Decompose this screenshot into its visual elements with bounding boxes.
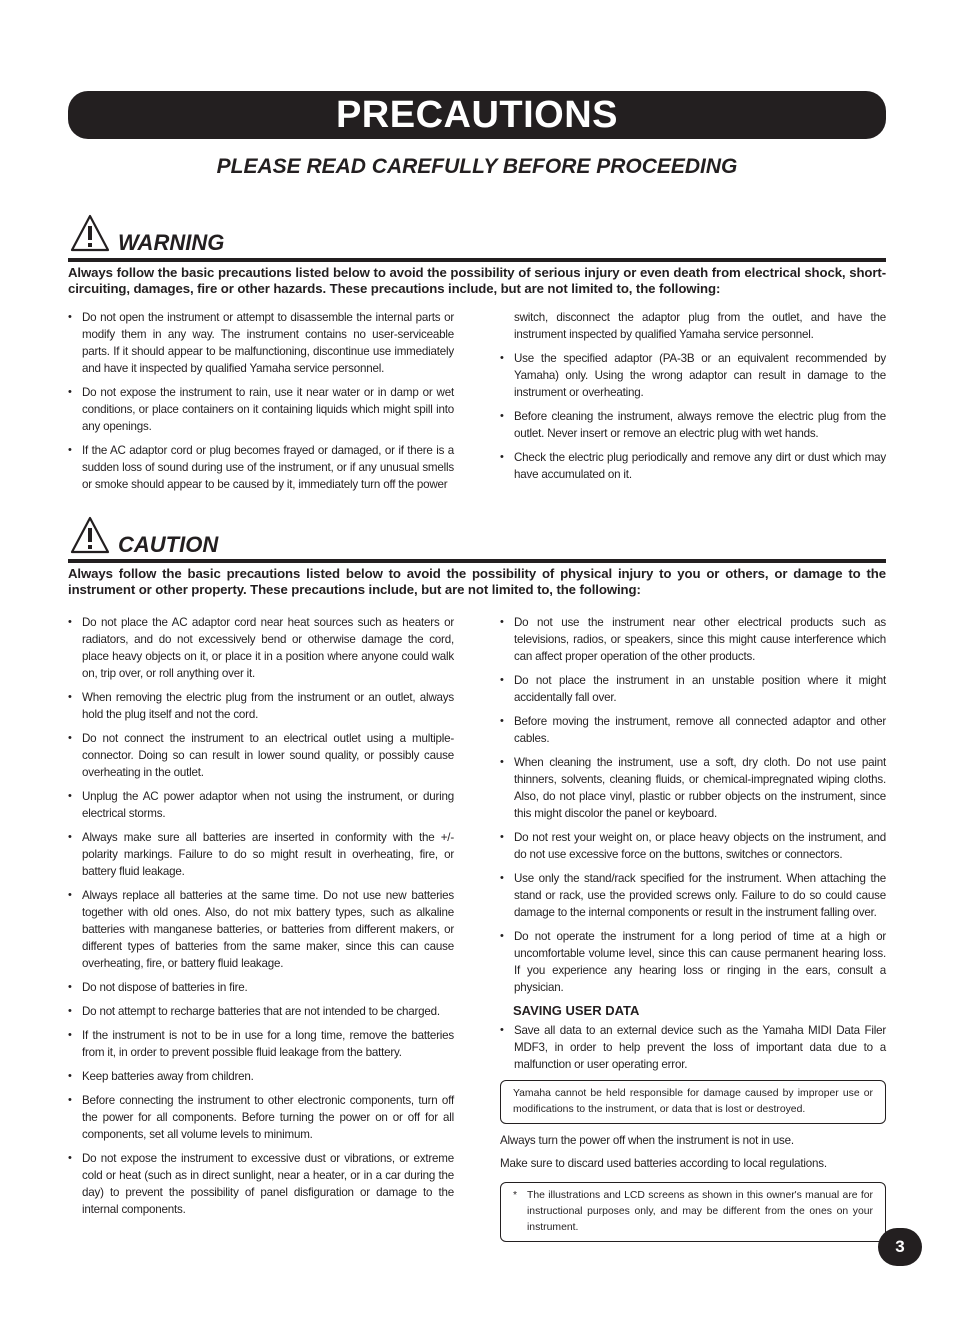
list-item-text: Do not attempt to recharge batteries that are not intended to be charged. [82, 1005, 440, 1018]
list-item-text: Use the specified adaptor (PA-3B or an equivalent recommended by Yamaha) only. Using the wrong adaptor can result in damage to the instrument or overheating. [514, 352, 886, 399]
bullet-icon: • [500, 756, 504, 768]
list-item-text: Before connecting the instrument to other electronic components, turn off the power for all components. Before turning the power on or off for all components, set all volume levels to minimum. [82, 1094, 454, 1141]
bullet-icon: • [68, 1070, 72, 1082]
disclaimer-box: Yamaha cannot be held responsible for damage caused by improper use or modifications to the instrument, or data that is lost or destroyed. [500, 1080, 886, 1124]
list-item [68, 979, 454, 996]
list-item [68, 384, 454, 435]
list-item-text: Do not place the instrument in an unstable position where it might accidentally fall over. [514, 674, 886, 704]
bullet-icon: • [68, 386, 72, 398]
bullet-icon: • [500, 1024, 504, 1036]
bullet-icon: • [68, 616, 72, 628]
bullet-icon: • [68, 691, 72, 703]
page-subtitle: PLEASE READ CAREFULLY BEFORE PROCEEDING [216, 155, 738, 178]
list-item [68, 689, 454, 723]
caution-left-list [68, 614, 454, 1218]
list-item [68, 788, 454, 822]
footnote-text: The illustrations and LCD screens as shown in this owner's manual are for instructional purposes only, and may be different from the ones on your instrument. [527, 1190, 873, 1233]
caution-left-column [68, 614, 454, 1225]
footnote-star: * [513, 1190, 518, 1201]
list-item-text: Do not open the instrument or attempt to disassemble the internal parts or modify them in any way. The instrument contains no user-serviceable parts. If it should appear to be malfunctioning, discontinue use immediately and have it inspected by qualified Yamaha service personnel. [82, 311, 454, 375]
warning-heading: WARNING [118, 230, 225, 255]
warning-right-column [500, 309, 886, 490]
bullet-icon: • [68, 889, 72, 901]
list-item [500, 713, 886, 747]
list-item-text: Use only the stand/rack specified for the instrument. When attaching the stand or rack, use the provided screws only. Failure to do so could cause damage to the internal components or result in the instrument falling over. [514, 872, 886, 919]
list-item [68, 1092, 454, 1143]
list-item [500, 614, 886, 665]
power-off-note: Always turn the power off when the instrument is not in use. [500, 1134, 794, 1147]
list-item-text: Save all data to an external device such as the Yamaha MIDI Data Filer MDF3, in order to help prevent the loss of important data due to a malfunction or user operating error. [514, 1024, 886, 1071]
list-item-text: If the AC adaptor cord or plug becomes frayed or damaged, or if there is a sudden loss of sound during use of the instrument, or if any unusual smells or smoke should appear to be caused by it, immediately turn off the power [82, 444, 454, 491]
bullet-icon: • [500, 352, 504, 364]
bullet-icon: • [500, 674, 504, 686]
bullet-icon: • [68, 1152, 72, 1164]
list-item [68, 1068, 454, 1085]
bullet-icon: • [500, 451, 504, 463]
list-item-text: Always make sure all batteries are inserted in conformity with the +/- polarity markings. Failure to do so might result in overheating, fire, or battery fluid leakage. [82, 831, 454, 878]
footnote-box [500, 1182, 886, 1242]
list-item-text: When cleaning the instrument, use a soft, dry cloth. Do not use paint thinners, solvents, cleaning fluids, or chemical-impregnated wiping cloths. Also, do not place vinyl, plastic or rubber objects on the instrument, since this might discolor the panel or keyboard. [514, 756, 886, 820]
list-item [500, 829, 886, 863]
list-item [68, 1150, 454, 1218]
bullet-icon: • [500, 831, 504, 843]
list-item-text: Do not expose the instrument to rain, use it near water or in damp or wet conditions, or place containers on it containing liquids which might spill into any openings. [82, 386, 454, 433]
list-item [500, 754, 886, 822]
list-item [500, 672, 886, 706]
bullet-icon: • [500, 616, 504, 628]
warning-triangle-icon [70, 214, 110, 252]
list-item-text: Check the electric plug periodically and remove any dirt or dust which may have accumulated on it. [514, 451, 886, 481]
caution-heading: CAUTION [118, 532, 219, 557]
caution-divider [68, 559, 886, 563]
list-item [68, 1027, 454, 1061]
list-item-text: When removing the electric plug from the instrument or an outlet, always hold the plug itself and not the cord. [82, 691, 454, 721]
warning-left-list [68, 309, 454, 493]
warning-divider [68, 258, 886, 262]
bullet-icon: • [500, 872, 504, 884]
list-item [68, 614, 454, 682]
list-item [500, 1022, 886, 1073]
list-item [68, 309, 454, 377]
page-number: 3 [878, 1228, 922, 1266]
list-item [500, 870, 886, 921]
warning-lead: Always follow the basic precautions listed below to avoid the possibility of serious injury or even death from electrical shock, short-circuiting, damages, fire or other hazards. These precautions include, but are not limited to, the following: [68, 265, 886, 296]
list-item-text: Do not connect the instrument to an electrical outlet using a multiple-connector. Doing so can result in lower sound quality, or possibly cause overheating in the outlet. [82, 732, 454, 779]
list-item [500, 449, 886, 483]
title-banner [68, 91, 886, 139]
caution-heading-block [68, 516, 886, 560]
warning-continuation: switch, disconnect the adaptor plug from the outlet, and have the instrument inspected by qualified Yamaha service personnel. [514, 311, 886, 341]
list-item [68, 442, 454, 493]
list-item [500, 408, 886, 442]
list-item-text: Do not expose the instrument to excessive dust or vibrations, or extreme cold or heat (such as in direct sunlight, near a heater, or in a car during the day) to prevent the possibility of panel disfiguration or damage to the internal components. [82, 1152, 454, 1216]
list-item [500, 928, 886, 996]
list-item-text: Before cleaning the instrument, always remove the electric plug from the outlet. Never insert or remove an electric plug with wet hands. [514, 410, 886, 440]
list-item-text: Keep batteries away from children. [82, 1070, 254, 1083]
list-item-text: Before moving the instrument, remove all connected adaptor and other cables. [514, 715, 886, 745]
list-item-text: Do not operate the instrument for a long period of time at a high or uncomfortable volume level, since this can cause permanent hearing loss. If you experience any hearing loss or ringing in the ears, consult a physician. [514, 930, 886, 994]
bullet-icon: • [68, 981, 72, 993]
bullet-icon: • [500, 715, 504, 727]
warning-triangle-icon [70, 516, 110, 554]
list-item-text: Do not place the AC adaptor cord near heat sources such as heaters or radiators, and do not excessively bend or otherwise damage the cord, place heavy objects on it, or place it in a position where anyone could walk on, trip over, or roll anything over it. [82, 616, 454, 680]
bullet-icon: • [68, 1094, 72, 1106]
warning-right-list [500, 350, 886, 483]
battery-disposal-note: Make sure to discard used batteries according to local regulations. [500, 1157, 827, 1170]
saving-user-data-heading: SAVING USER DATA [513, 1003, 640, 1018]
caution-right-column [500, 614, 886, 1250]
list-item [500, 350, 886, 401]
bullet-icon: • [68, 790, 72, 802]
warning-left-column [68, 309, 454, 500]
bullet-icon: • [68, 831, 72, 843]
list-item-text: Do not use the instrument near other electrical products such as televisions, radios, or speakers, since this might cause interference which can affect proper operation of the other products. [514, 616, 886, 663]
list-item [68, 829, 454, 880]
page-title: PRECAUTIONS [335, 93, 619, 136]
list-item-text: Do not rest your weight on, or place heavy objects on the instrument, and do not use excessive force on the buttons, switches or connectors. [514, 831, 886, 861]
bullet-icon: • [500, 410, 504, 422]
bullet-icon: • [68, 732, 72, 744]
list-item-text: Always replace all batteries at the same time. Do not use new batteries together with old ones. Also, do not mix battery types, such as alkaline batteries with manganese batteries, or batteries from different makers, or different types of batteries from the same maker, since this can cause overheating, fire, or battery fluid leakage. [82, 889, 454, 970]
warning-heading-block [68, 214, 886, 258]
bullet-icon: • [68, 1005, 72, 1017]
list-item-text: Do not dispose of batteries in fire. [82, 981, 248, 994]
bullet-icon: • [500, 930, 504, 942]
list-item [68, 730, 454, 781]
list-item-text: Unplug the AC power adaptor when not using the instrument, or during electrical storms. [82, 790, 454, 820]
list-item-text: If the instrument is not to be in use for a long time, remove the batteries from it, in order to prevent possible fluid leakage from the battery. [82, 1029, 454, 1059]
caution-lead: Always follow the basic precautions listed below to avoid the possibility of physical injury to you or others, or damage to the instrument or other property. These precautions include, but are not limited to, the following: [68, 566, 886, 597]
caution-right-list [500, 614, 886, 996]
saving-user-data-list [500, 1022, 886, 1073]
list-item [68, 1003, 454, 1020]
list-item [68, 887, 454, 972]
bullet-icon: • [68, 311, 72, 323]
bullet-icon: • [68, 444, 72, 456]
bullet-icon: • [68, 1029, 72, 1041]
